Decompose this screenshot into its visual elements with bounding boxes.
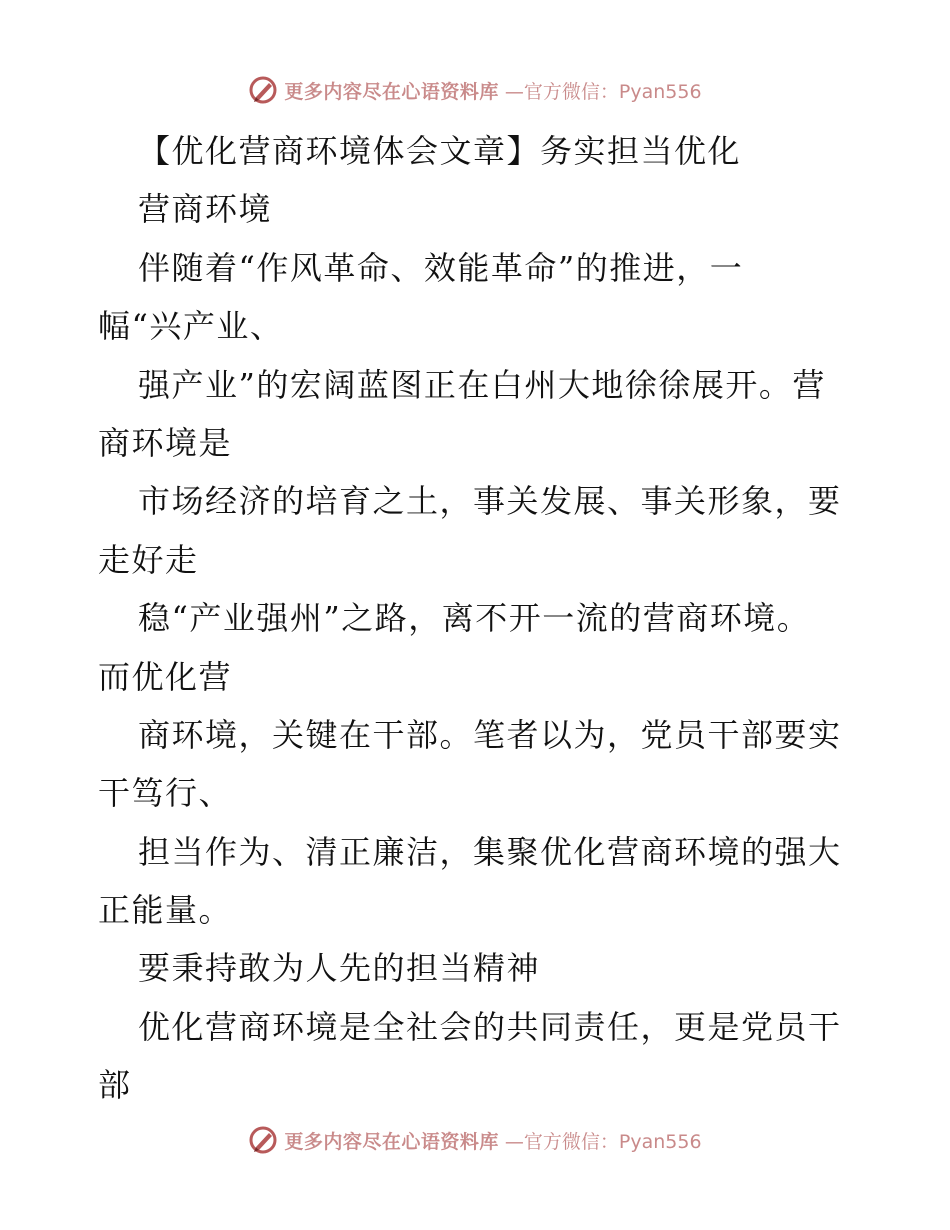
- body-line-5: 强产业”的宏阔蓝图正在白州大地徐徐展开。营: [138, 365, 826, 404]
- body-line-4: 幅“兴产业、: [98, 307, 284, 346]
- header-promo-text: 更多内容尽在心语资料库: [284, 80, 499, 103]
- footer-promo-text: 更多内容尽在心语资料库: [284, 1130, 499, 1153]
- body-line-17: 部: [98, 1066, 132, 1105]
- pen-logo-icon: [248, 75, 278, 105]
- pen-logo-icon: [248, 1125, 278, 1155]
- article-body: [98, 122, 858, 1115]
- body-line-12: 干笃行、: [98, 774, 233, 813]
- body-line-2: 营商环境: [138, 190, 273, 229]
- body-line-9: 稳“产业强州”之路，离不开一流的营商环境。: [138, 599, 811, 638]
- footer-contact-text: —官方微信：Pyan556: [504, 1130, 702, 1153]
- body-line-1: 【优化营商环境体会文章】务实担当优化: [138, 132, 742, 170]
- header-banner: [0, 70, 950, 110]
- header-contact-text: —官方微信：Pyan556: [504, 80, 702, 103]
- body-line-6: 商环境是: [98, 423, 233, 462]
- body-line-13: 担当作为、清正廉洁，集聚优化营商环境的强大: [138, 832, 842, 871]
- body-line-8: 走好走: [98, 540, 199, 579]
- body-line-3: 伴随着“作风革命、效能革命”的推进，一: [138, 248, 744, 287]
- body-line-7: 市场经济的培育之土，事关发展、事关形象，要: [138, 482, 842, 521]
- body-line-15: 要秉持敢为人先的担当精神: [138, 949, 541, 988]
- body-line-14: 正能量。: [98, 891, 233, 930]
- body-line-11: 商环境，关键在干部。笔者以为，党员干部要实: [138, 715, 842, 754]
- footer-banner: [0, 1120, 950, 1160]
- body-line-10: 而优化营: [98, 657, 233, 696]
- body-line-16: 优化营商环境是全社会的共同责任，更是党员干: [138, 1007, 842, 1046]
